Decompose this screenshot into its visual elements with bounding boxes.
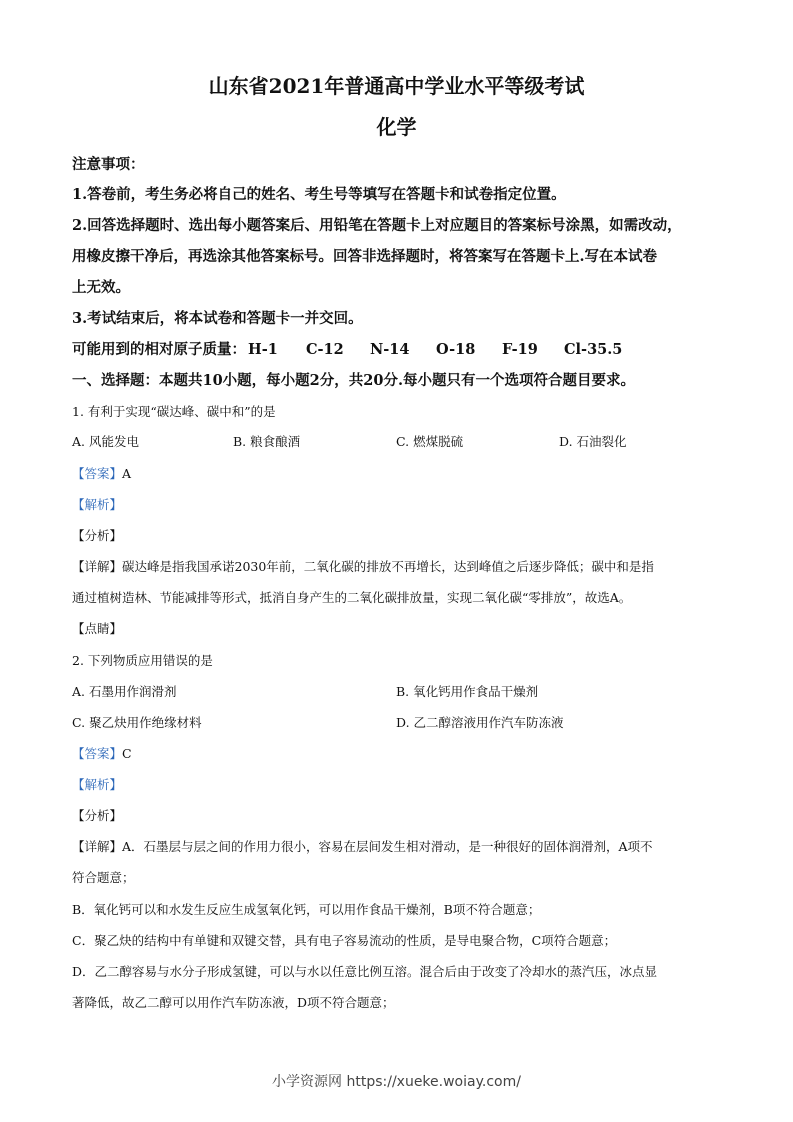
question-1-stem: 1. 有利于实现“碳达峰、碳中和”的是: [72, 404, 276, 419]
question-1-detail-line-1: 【详解】碳达峰是指我国承诺2030年前，二氧化碳的排放不再增长，达到峰值之后逐步降低；碳中和是指: [72, 559, 654, 574]
footer-watermark: 小学资源网 https://xueke.woiay.com/: [272, 1074, 521, 1090]
question-2-option-d: D. 乙二醇溶液用作汽车防冻液: [396, 715, 564, 730]
question-1-analysis-tag: 【解析】: [72, 497, 123, 512]
notice-item-3: 3.考试结束后，将本试卷和答题卡一并交回。: [72, 310, 363, 327]
atomic-mass-item: F-19: [502, 341, 538, 358]
question-2-stem: 2. 下列物质应用错误的是: [72, 653, 213, 668]
question-1-option-d: D. 石油裂化: [559, 434, 627, 449]
question-2-option-b: B. 氧化钙用作食品干燥剂: [396, 684, 539, 699]
atomic-mass-item: C-12: [306, 341, 344, 358]
answer-tag: 【答案】: [72, 466, 123, 481]
notice-heading: 注意事项：: [72, 156, 145, 173]
question-2-detail-a-line-2: 符合题意；: [72, 870, 135, 885]
exam-title: 山东省2021年普通高中学业水平等级考试: [208, 74, 585, 98]
answer-value: A: [122, 466, 132, 481]
atomic-mass-item: O-18: [436, 341, 476, 358]
question-1-option-c: C. 燃煤脱硫: [396, 434, 464, 449]
question-2-answer: [72, 744, 727, 762]
question-2-detail-d-line-1: D．乙二醇容易与水分子形成氢键，可以与水以任意比例互溶。混合后由于改变了冷却水的蒸汽压，冰点显: [72, 964, 658, 979]
question-2-option-a: A. 石墨用作润滑剂: [72, 684, 177, 699]
atomic-mass-item: N-14: [370, 341, 410, 358]
section-1-heading: 一、选择题：本题共10小题，每小题2分，共20分.每小题只有一个选项符合题目要求。: [72, 372, 635, 389]
question-2-detail-d-line-2: 著降低，故乙二醇可以用作汽车防冻液，D项不符合题意；: [72, 995, 395, 1010]
question-1-fenxi: 【分析】: [72, 528, 123, 543]
question-2-detail-a-line-1: 【详解】A．石墨层与层之间的作用力很小，容易在层间发生相对滑动，是一种很好的固体润滑剂，A项不: [72, 839, 653, 854]
question-2-detail-b: B．氧化钙可以和水发生反应生成氢氧化钙，可以用作食品干燥剂，B项不符合题意；: [72, 902, 541, 917]
question-1-option-a: A. 风能发电: [72, 434, 139, 449]
question-1-option-b: B. 粮食酿酒: [233, 434, 301, 449]
atomic-mass-line: [72, 338, 727, 359]
question-2-analysis-tag: 【解析】: [72, 777, 123, 792]
question-1-detail-line-2: 通过植树造林、节能减排等形式，抵消自身产生的二氧化碳排放量，实现二氧化碳“零排放”，故选A。: [72, 590, 632, 605]
question-1-dianjing: 【点睛】: [72, 621, 123, 636]
subject-title: 化学: [376, 115, 417, 139]
question-2-fenxi: 【分析】: [72, 808, 123, 823]
atomic-mass-label: 可能用到的相对原子质量：: [72, 341, 246, 358]
question-2-option-c: C. 聚乙炔用作绝缘材料: [72, 715, 202, 730]
notice-item-1: 1.答卷前，考生务必将自己的姓名、考生号等填写在答题卡和试卷指定位置。: [72, 186, 566, 203]
answer-value: C: [122, 746, 132, 761]
question-2-detail-c: C．聚乙炔的结构中有单键和双键交替，具有电子容易流动的性质，是导电聚合物，C项符合题意；: [72, 933, 617, 948]
notice-item-2-line-2: 用橡皮擦干净后，再选涂其他答案标号。回答非选择题时，将答案写在答题卡上.写在本试卷: [72, 248, 658, 265]
notice-item-2-line-3: 上无效。: [72, 279, 130, 296]
atomic-mass-item: Cl-35.5: [564, 341, 623, 358]
notice-item-2-line-1: 2.回答选择题时、选出每小题答案后、用铅笔在答题卡上对应题目的答案标号涂黑，如需改动，: [72, 217, 682, 234]
question-1-answer: [72, 464, 727, 482]
atomic-mass-item: H-1: [248, 341, 278, 358]
answer-tag: 【答案】: [72, 746, 123, 761]
